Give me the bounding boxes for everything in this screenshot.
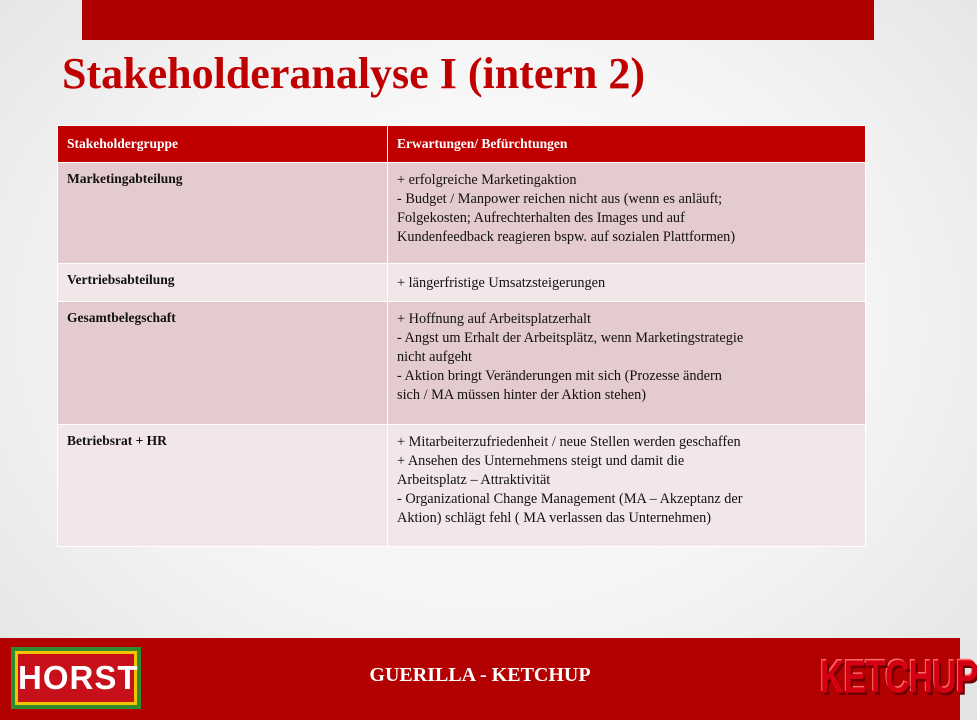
table-row <box>58 425 866 547</box>
expectations-cell <box>388 302 866 425</box>
horst-logo <box>11 647 141 709</box>
top-accent-bar <box>82 0 874 40</box>
expectation-line: Arbeitsplatz – Attraktivität <box>397 472 551 488</box>
expectation-line: Kundenfeedback reagieren bspw. auf sozialen Plattformen) <box>397 229 736 245</box>
stakeholder-group-cell: Betriebsrat + HR <box>58 425 388 547</box>
table-header-row <box>58 126 866 163</box>
ketchup-logo <box>820 646 977 712</box>
table-row <box>58 302 866 425</box>
stakeholder-table <box>57 125 866 547</box>
stakeholder-group-cell: Gesamtbelegschaft <box>58 302 388 425</box>
expectation-line: nicht aufgeht <box>397 349 473 365</box>
expectation-line: Folgekosten; Aufrechterhalten des Images und auf <box>397 210 685 226</box>
horst-logo-text: HORST <box>18 659 139 696</box>
ketchup-logo-text: KETCHUP <box>820 652 977 704</box>
expectation-line: + Hoffnung auf Arbeitsplatzerhalt <box>397 311 591 327</box>
expectation-line: + erfolgreiche Marketingaktion <box>397 172 577 188</box>
expectation-line: + längerfristige Umsatzsteigerungen <box>397 275 606 291</box>
slide-title: Stakeholderanalyse I (intern 2) <box>62 49 645 98</box>
expectation-line: + Ansehen des Unternehmens steigt und damit die <box>397 453 685 469</box>
expectation-line: + Mitarbeiterzufriedenheit / neue Stellen werden geschaffen <box>397 434 741 450</box>
expectation-line: sich / MA müssen hinter der Aktion stehen) <box>397 387 646 403</box>
expectation-line: Aktion) schlägt fehl ( MA verlassen das Unternehmen) <box>397 510 712 526</box>
expectation-line: - Budget / Manpower reichen nicht aus (wenn es anläuft; <box>397 191 723 207</box>
expectations-cell <box>388 163 866 264</box>
table-row <box>58 264 866 302</box>
footer-title: GUERILLA - KETCHUP <box>369 664 591 686</box>
expectation-line: - Organizational Change Management (MA – Akzeptanz der <box>397 491 743 507</box>
expectation-line: - Aktion bringt Veränderungen mit sich (Prozesse ändern <box>397 368 722 384</box>
expectation-line: - Angst um Erhalt der Arbeitsplätz, wenn Marketingstrategie <box>397 330 744 346</box>
expectations-cell <box>388 425 866 547</box>
expectations-cell <box>388 264 866 302</box>
stakeholder-group-cell: Vertriebsabteilung <box>58 264 388 302</box>
column-header-expectations: Erwartungen/ Befürchtungen <box>388 126 866 163</box>
column-header-group: Stakeholdergruppe <box>58 126 388 163</box>
stakeholder-group-cell: Marketingabteilung <box>58 163 388 264</box>
table-row <box>58 163 866 264</box>
